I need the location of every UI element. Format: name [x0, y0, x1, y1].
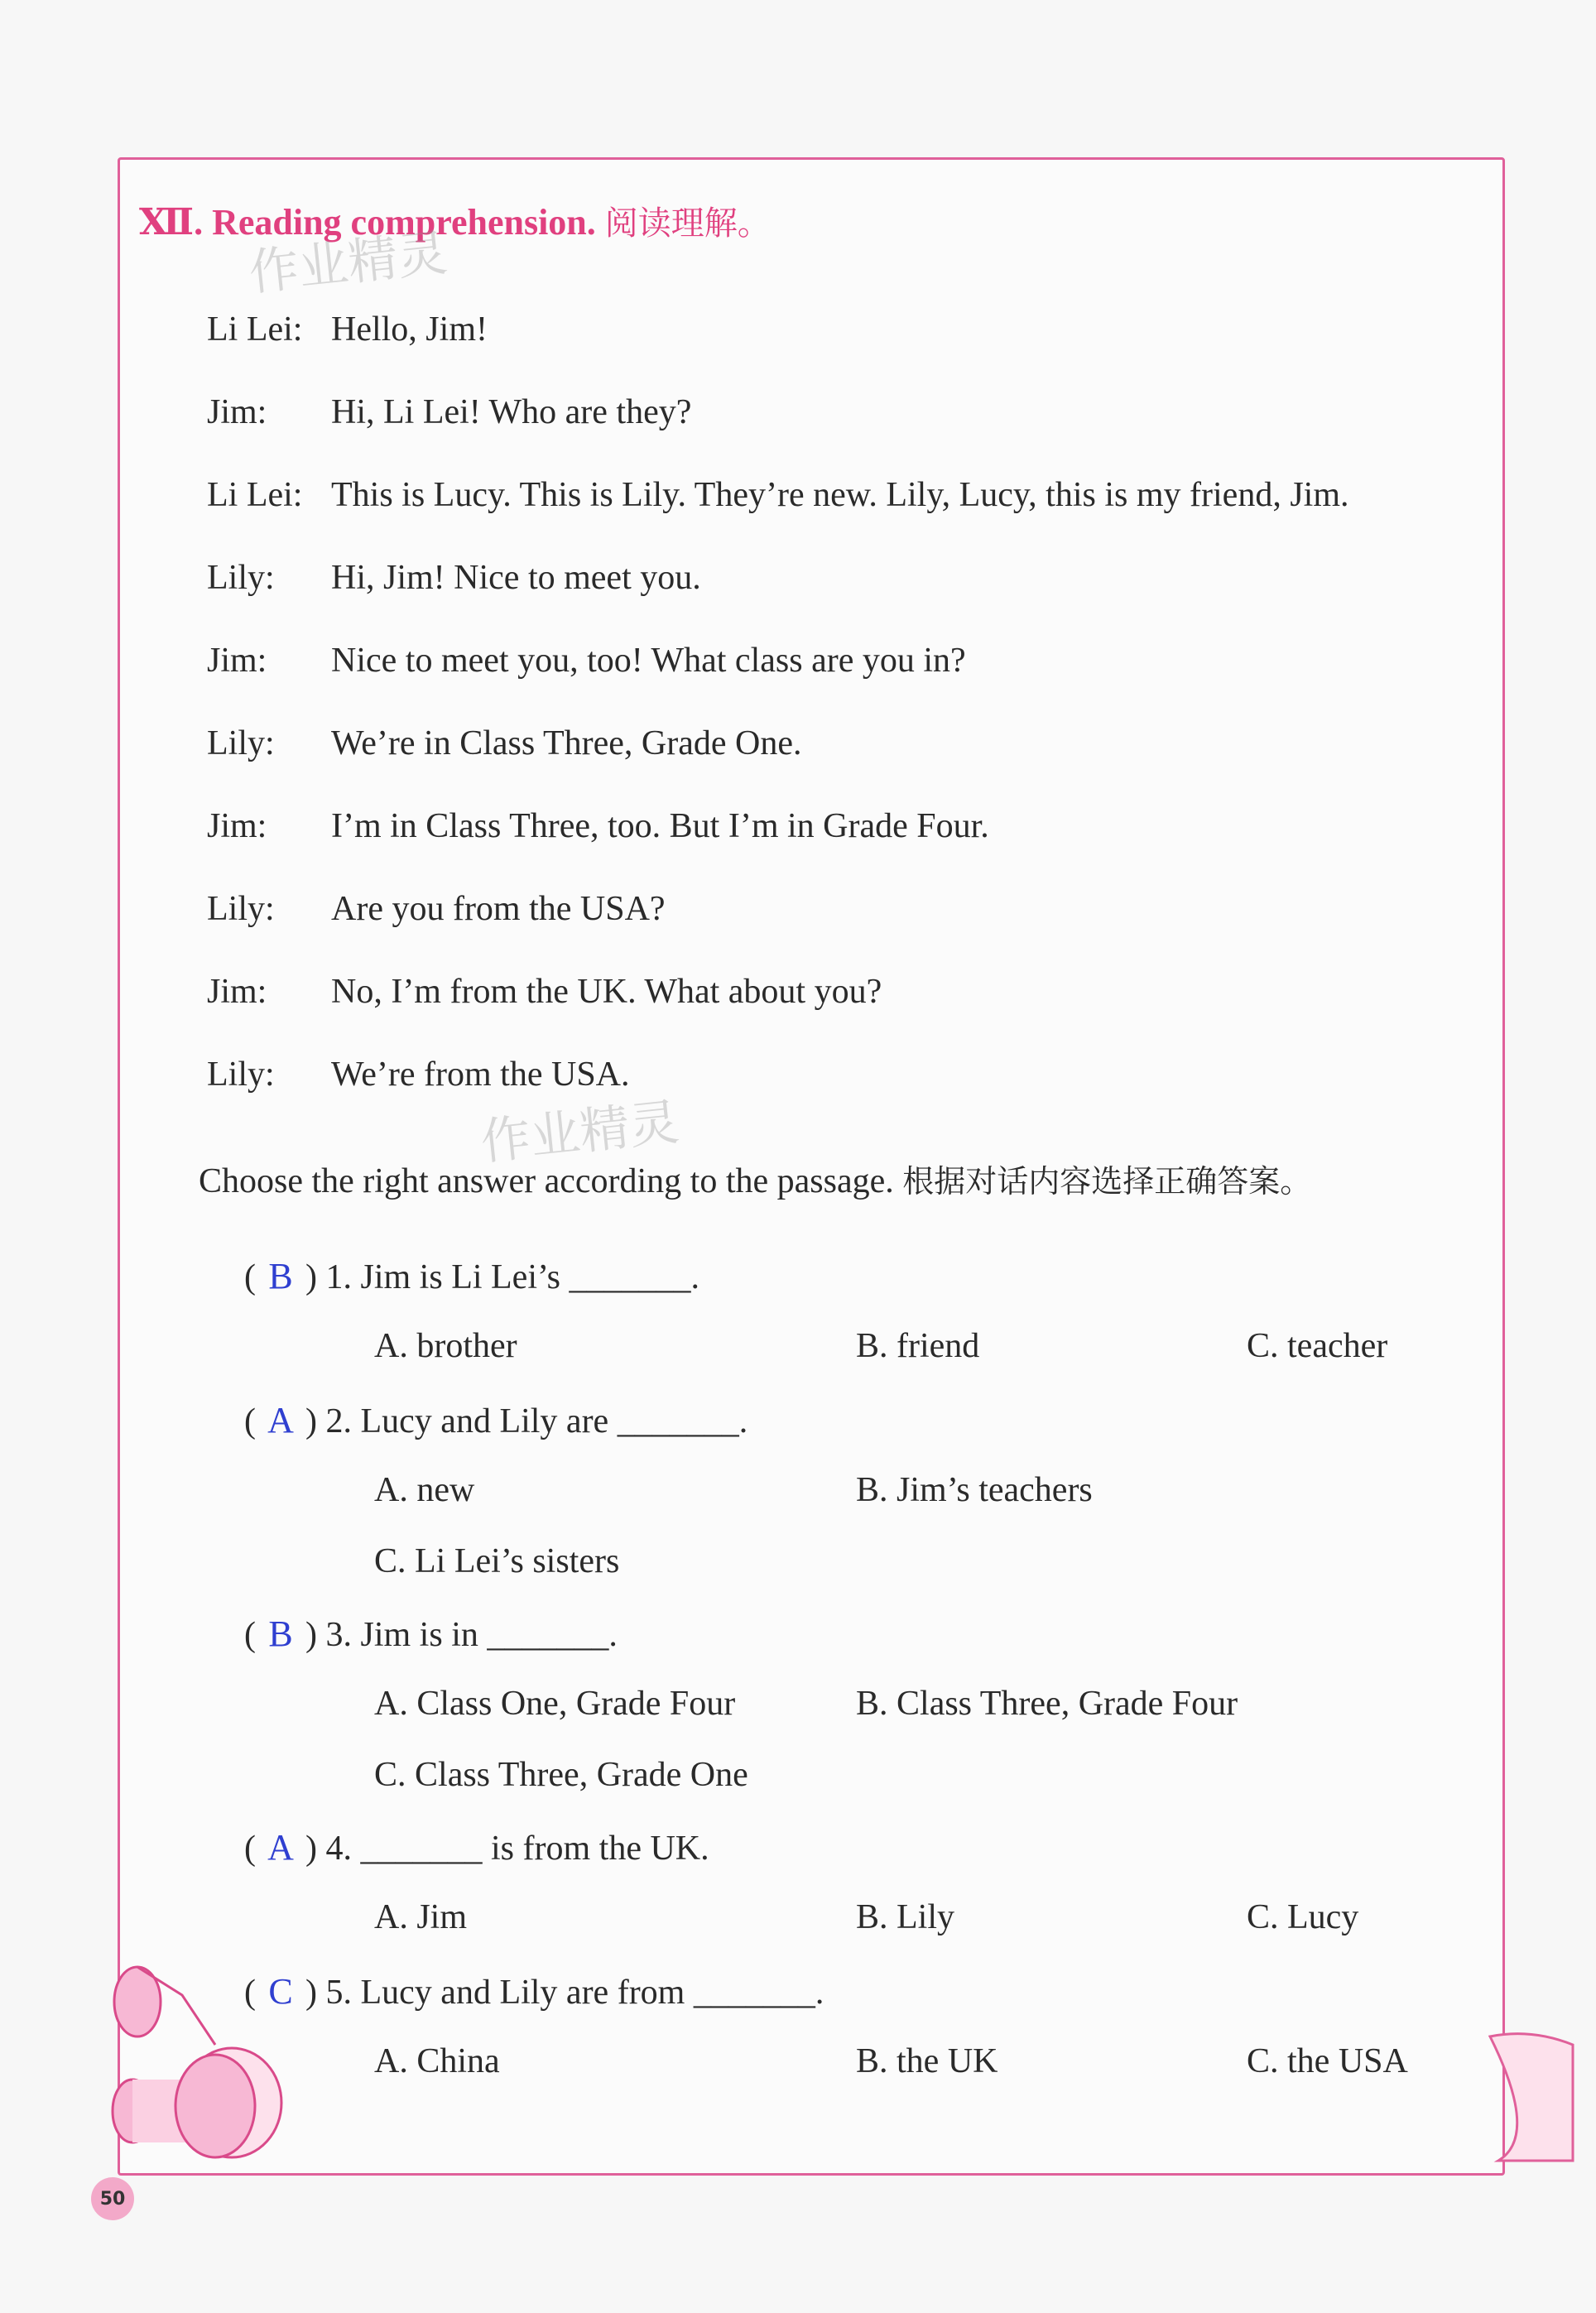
- option-a: A. Jim: [374, 1898, 468, 1936]
- question-4: ( A ) 4. _______ is from the UK.: [244, 1827, 709, 1868]
- dialog-line: [207, 641, 966, 680]
- question-number: 5.: [325, 1974, 352, 2012]
- section-title-cn: 阅读理解。: [604, 204, 771, 243]
- question-1: ( B ) 1. Jim is Li Lei’s _______.: [244, 1256, 699, 1296]
- watermark-middle: 作业精灵: [478, 1093, 682, 1172]
- speaker: Lily:: [207, 890, 275, 928]
- answer-5: C: [268, 1971, 293, 2012]
- line-text: Are you from the USA?: [331, 890, 666, 928]
- speaker: Jim:: [207, 973, 267, 1011]
- option-b: B. friend: [856, 1327, 980, 1365]
- dialog-line: [207, 972, 882, 1012]
- question-3: ( B ) 3. Jim is in _______.: [244, 1613, 618, 1654]
- option-b: B. Class Three, Grade Four: [856, 1685, 1238, 1723]
- section-title: [139, 197, 771, 244]
- speaker: Lily:: [207, 559, 275, 597]
- instruction-en: Choose the right answer according to the passage.: [199, 1162, 894, 1200]
- speaker: Lily:: [207, 1056, 275, 1094]
- speaker: Jim:: [207, 393, 267, 431]
- question-number: 1.: [325, 1258, 352, 1296]
- line-text: We’re from the USA.: [331, 1056, 630, 1094]
- speaker: Lily:: [207, 724, 275, 762]
- line-text: We’re in Class Three, Grade One.: [331, 724, 802, 762]
- question-text: Jim is in _______.: [360, 1616, 618, 1654]
- dialog-line: [207, 310, 488, 349]
- speaker: Jim:: [207, 642, 267, 680]
- dialog-line: [207, 558, 701, 598]
- line-text: I’m in Class Three, too. But I’m in Grade Four.: [331, 807, 989, 845]
- speaker: Li Lei:: [207, 310, 303, 349]
- answer-1: B: [268, 1256, 293, 1296]
- option-b: B. Jim’s teachers: [856, 1471, 1093, 1509]
- page-curl-icon: [1482, 2020, 1581, 2169]
- option-c: C. teacher: [1247, 1327, 1388, 1365]
- scroll-decoration-icon: [91, 1954, 339, 2169]
- question-2: ( A ) 2. Lucy and Lily are _______.: [244, 1400, 748, 1440]
- line-text: Nice to meet you, too! What class are you in?: [331, 642, 966, 680]
- line-text: Hello, Jim!: [331, 310, 488, 349]
- question-text: Lucy and Lily are _______.: [360, 1402, 748, 1440]
- dialog-line: [207, 806, 989, 846]
- line-text: No, I’m from the UK. What about you?: [331, 973, 882, 1011]
- dialog-line: [207, 889, 666, 929]
- watermark-top: 作业精灵: [246, 224, 450, 303]
- option-b: B. the UK: [856, 2042, 998, 2080]
- question-text: Lucy and Lily are from _______.: [360, 1974, 824, 2012]
- line-text: This is Lucy. This is Lily. They’re new. Lily, Lucy, this is my friend, Jim.: [331, 476, 1349, 514]
- question-number: 4.: [325, 1830, 352, 1868]
- option-a: A. brother: [374, 1327, 517, 1365]
- option-a: A. China: [374, 2042, 500, 2080]
- line-text: Hi, Li Lei! Who are they?: [331, 393, 692, 431]
- question-text: Jim is Li Lei’s _______.: [360, 1258, 699, 1296]
- question-number: 2.: [325, 1402, 352, 1440]
- dialog-line: [207, 392, 691, 432]
- instruction-cn: 根据对话内容选择正确答案。: [902, 1163, 1312, 1200]
- question-text: _______ is from the UK.: [360, 1830, 709, 1868]
- speaker: Jim:: [207, 807, 267, 845]
- dialog-line: [207, 1055, 630, 1094]
- option-a: A. new: [374, 1471, 475, 1509]
- dialog-line: [207, 724, 801, 763]
- question-5: ( C ) 5. Lucy and Lily are from _______.: [244, 1971, 824, 2012]
- answer-2: A: [267, 1400, 294, 1440]
- instruction: [199, 1156, 1311, 1201]
- answer-3: B: [268, 1613, 293, 1654]
- question-number: 3.: [325, 1616, 352, 1654]
- dialog-line: [207, 475, 1349, 515]
- option-c: C. the USA: [1247, 2042, 1408, 2080]
- option-c: C. Li Lei’s sisters: [374, 1542, 620, 1580]
- option-c: C. Class Three, Grade One: [374, 1756, 748, 1794]
- option-a: A. Class One, Grade Four: [374, 1685, 736, 1723]
- option-b: B. Lily: [856, 1898, 955, 1936]
- page-number: 50: [91, 2177, 134, 2220]
- section-title-en: Ⅻ. Reading comprehension.: [139, 202, 596, 243]
- speaker: Li Lei:: [207, 476, 303, 514]
- option-c: C. Lucy: [1247, 1898, 1359, 1936]
- answer-4: A: [267, 1827, 294, 1868]
- line-text: Hi, Jim! Nice to meet you.: [331, 559, 701, 597]
